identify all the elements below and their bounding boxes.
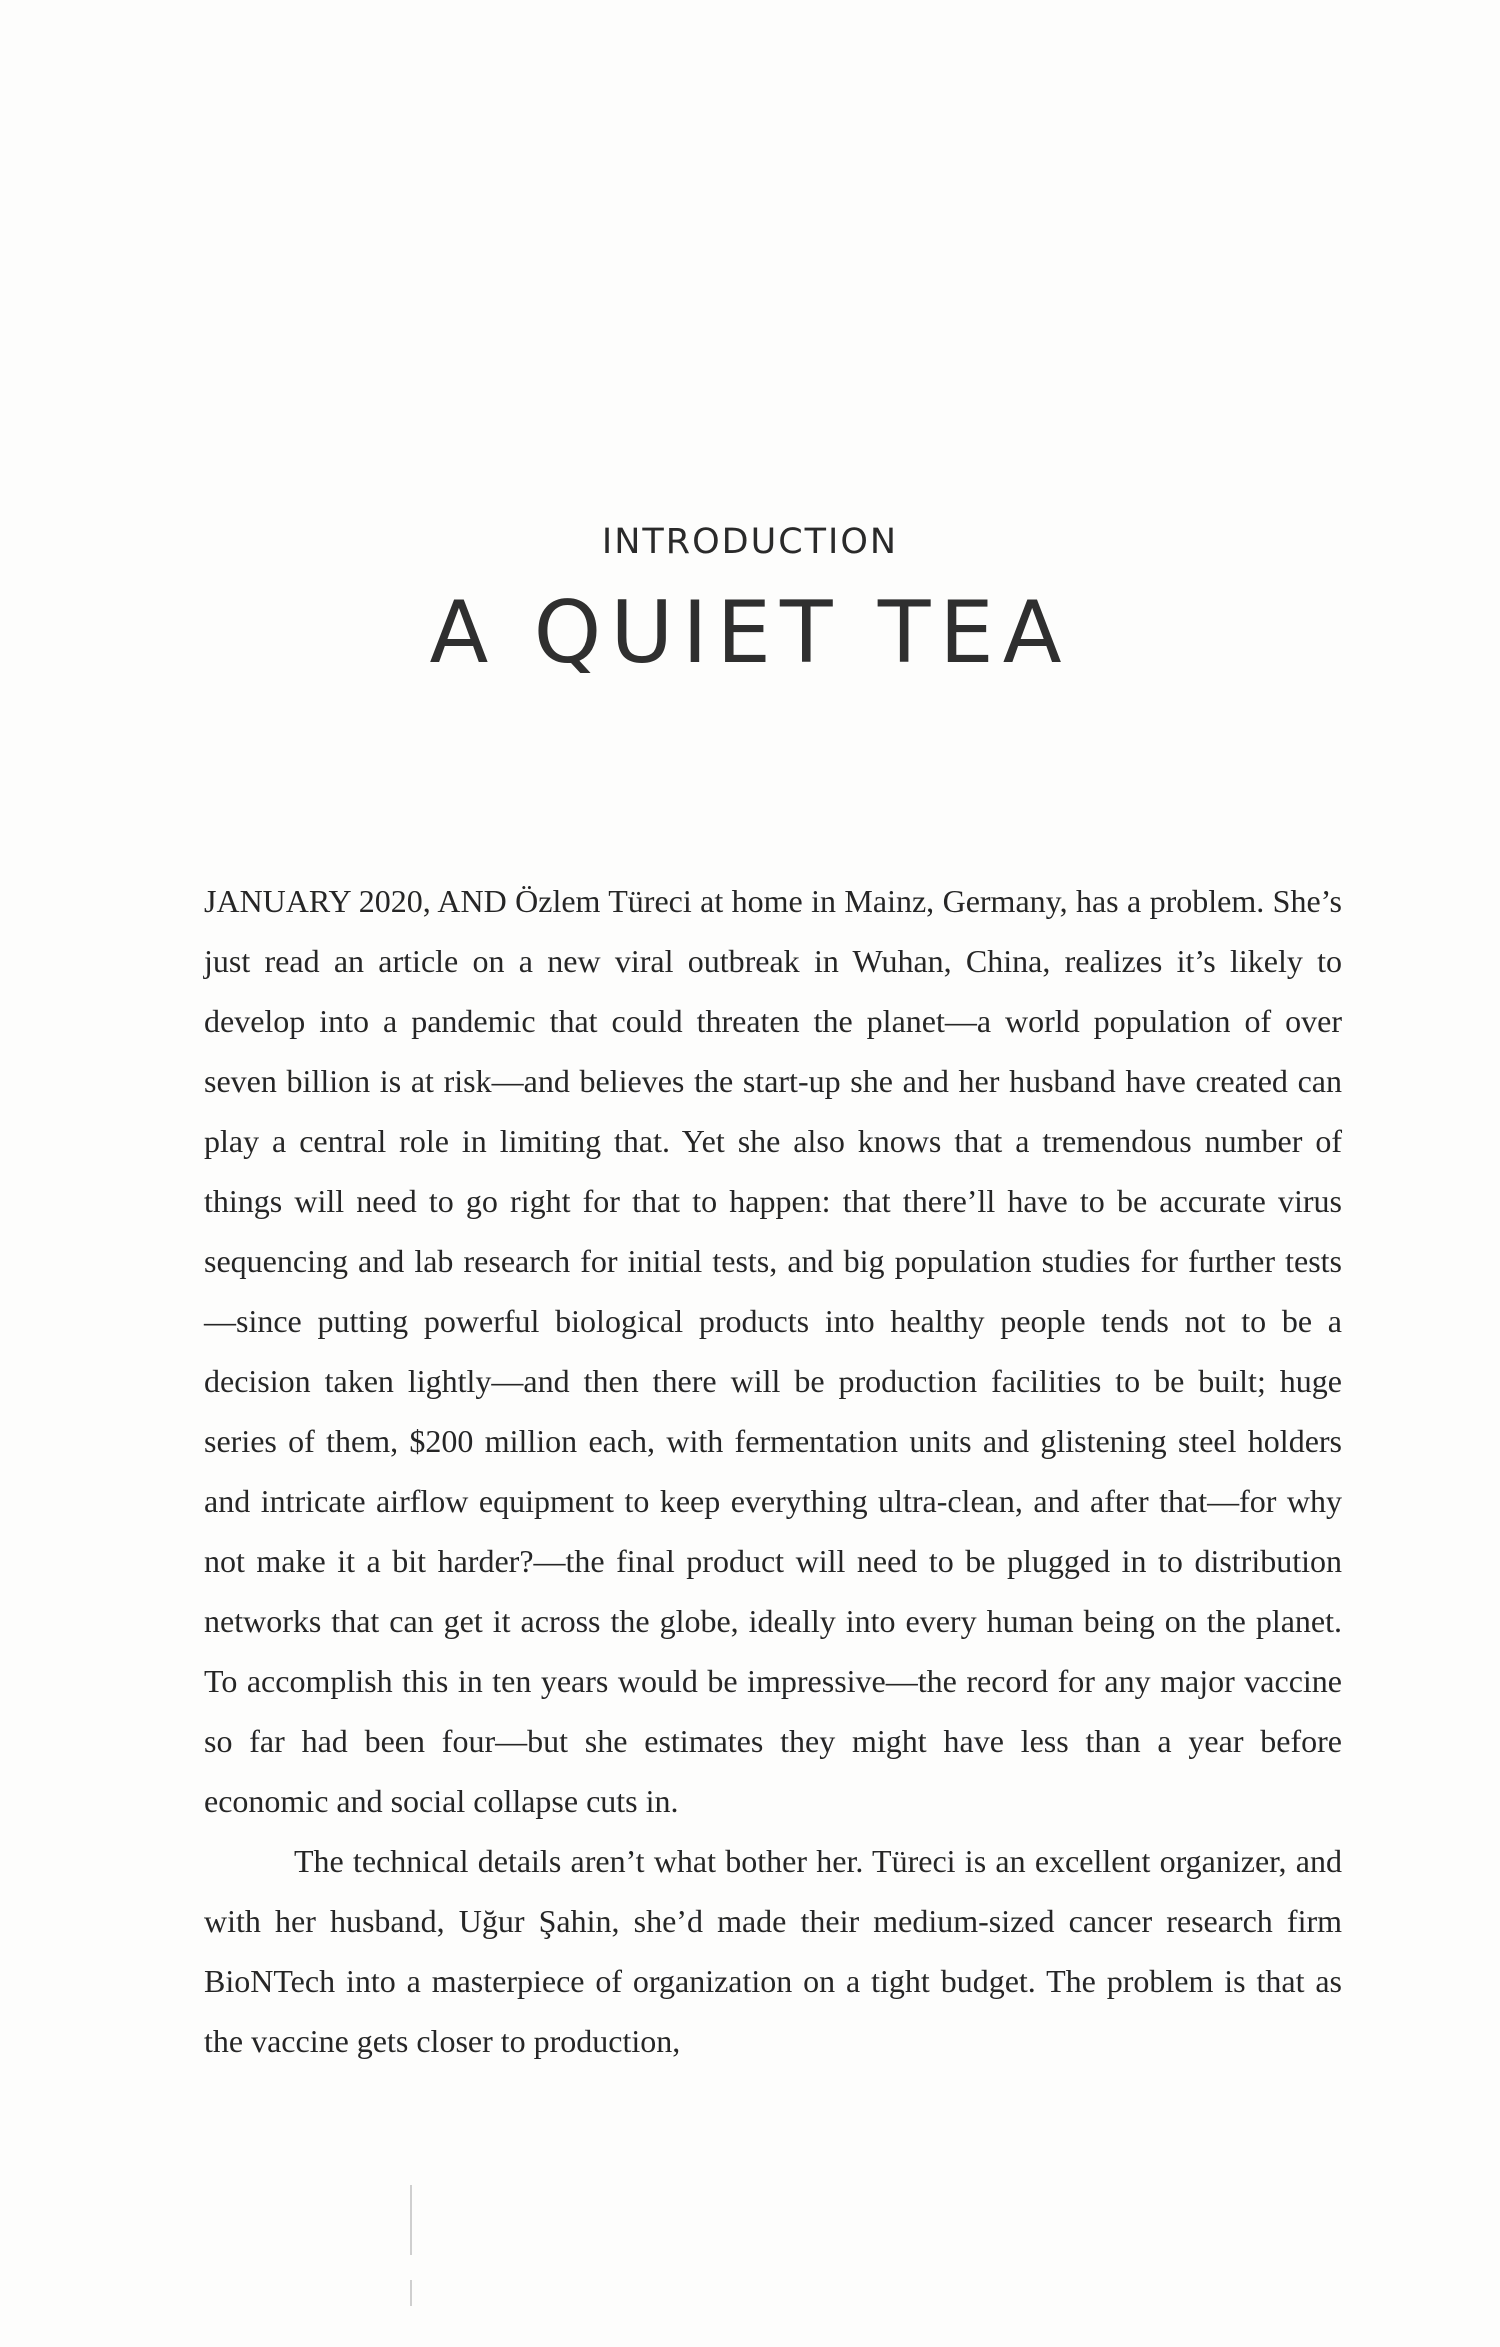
scan-artifact-mark [410, 2280, 412, 2306]
paragraph-1: JANUARY 2020, AND Özlem Türeci at home in Mainz, Germany, has a problem. She’s just read an article on a new viral outbreak in Wuhan, China, realizes it’s likely to develop into a pandemic that could threaten the planet—a world population of over seven billion is at risk—and believes the start-up she and her husband have created can play a central role in limiting that. Yet she also knows that a tremendous number of things will need to go right for that to happen: that there’ll have to be accurate virus sequencing and lab research for initial tests, and big population studies for further tests—since putting powerful biological products into healthy people tends not to be a decision taken lightly—and then there will be production facilities to be built; huge series of them, $200 million each, with fermentation units and glistening steel holders and intricate airflow equipment to keep everything ultra-clean, and after that—for why not make it a bit harder?—the final product will need to be plugged in to distribution networks that can get it across the globe, ideally into every human being on the planet. To accomplish this in ten years would be impressive—the record for any major vaccine so far had been four—but she estimates they might have less than a year before economic and social collapse cuts in. [204, 883, 1342, 1819]
paragraph-2: The technical details aren’t what bother her. Türeci is an excellent organizer, and with her husband, Uğur Şahin, she’d made their medium-sized cancer research firm BioNTech into a masterpiece of organization on a tight budget. The problem is that as the vaccine gets closer to production, [204, 1843, 1342, 2059]
chapter-label: INTRODUCTION [601, 522, 899, 562]
body-text [204, 871, 1342, 2071]
scan-artifact-mark [410, 2185, 412, 2255]
chapter-title: A QUIET TEA [429, 583, 1071, 683]
